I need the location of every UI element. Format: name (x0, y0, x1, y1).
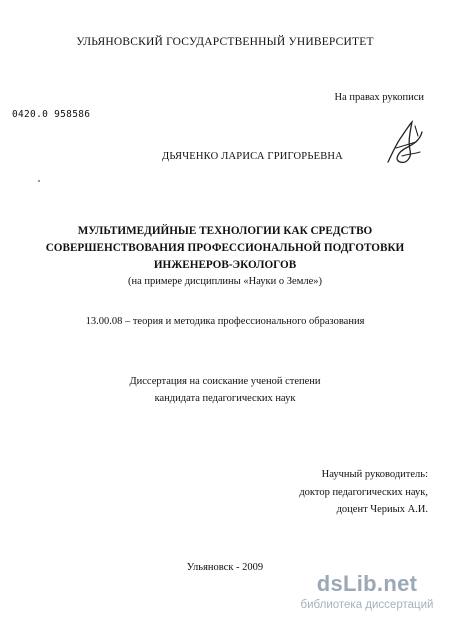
title-line-3: ИНЖЕНЕРОВ-ЭКОЛОГОВ (153, 259, 297, 271)
title-line-1: МУЛЬТИМЕДИЙНЫЕ ТЕХНОЛОГИИ КАК СРЕДСТВО (77, 225, 373, 237)
advisor-name: доцент Чериых А.И. (336, 504, 428, 515)
city-year: Ульяновск - 2009 (186, 562, 264, 573)
author-name: ДЬЯЧЕНКО ЛАРИСА ГРИГОРЬЕВНА (162, 151, 343, 162)
watermark-subtitle: библиотека диссертаций (300, 599, 434, 611)
specialty-code: 13.00.08 – теория и методика профессионального образования (85, 316, 365, 327)
scientific-advisor (299, 466, 428, 519)
scan-speck (38, 180, 40, 182)
watermark-brand[interactable]: dsLib.net (316, 571, 418, 596)
university-name: УЛЬЯНОВСКИЙ ГОСУДАРСТВЕННЫЙ УНИВЕРСИТЕТ (76, 36, 374, 48)
handwritten-signature (382, 118, 428, 170)
advisor-heading: Научный руководитель: (321, 469, 428, 480)
title-line-2: СОВЕРШЕНСТВОВАНИЯ ПРОФЕССИОНАЛЬНОЙ ПОДГОТОВКИ (45, 242, 405, 254)
rights-note: На правах рукописи (334, 92, 424, 103)
title-subtitle: (на примере дисциплины «Науки о Земле») (127, 276, 322, 287)
advisor-degree: доктор педагогических наук, (299, 486, 428, 498)
dissertation-degree (0, 373, 450, 407)
dslib-watermark[interactable] (286, 572, 448, 616)
degree-line-1: Диссертация на соискание ученой степени (129, 376, 321, 387)
archive-stamp-number: 0420.0 958586 (12, 109, 91, 120)
degree-line-2: кандидата педагогических наук (154, 393, 296, 404)
dissertation-title (0, 223, 450, 274)
